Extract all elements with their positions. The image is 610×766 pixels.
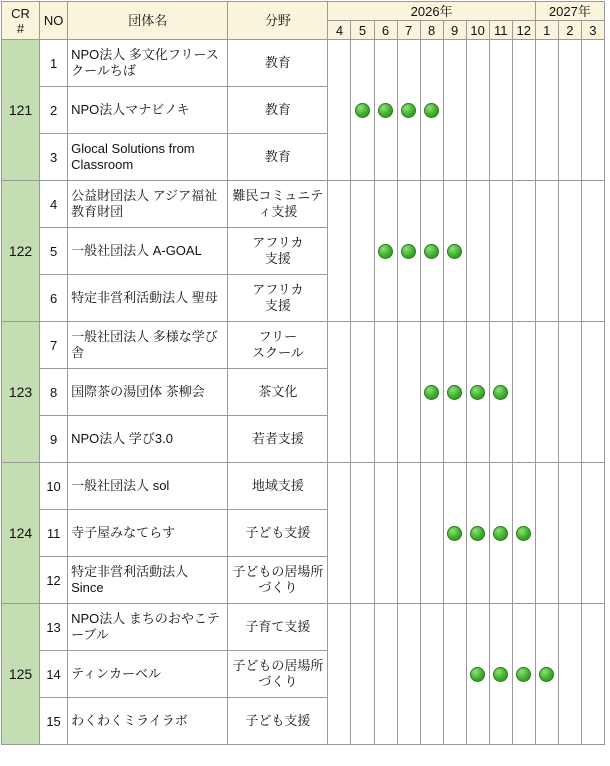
month-header: 7: [397, 21, 420, 40]
month-cell: [443, 87, 466, 134]
month-cell: [374, 604, 397, 651]
month-cell: [351, 510, 374, 557]
month-cell: [535, 228, 558, 275]
month-cell: [397, 87, 420, 134]
org-name-cell: NPO法人 まちのおやこテーブル: [68, 604, 228, 651]
month-header: 12: [512, 21, 535, 40]
green-circle-marker-icon: [424, 244, 439, 259]
month-cell: [328, 463, 351, 510]
month-cell: [581, 228, 604, 275]
month-cell: [397, 463, 420, 510]
table-row: [2, 651, 605, 698]
month-cell: [535, 87, 558, 134]
month-cell: [328, 651, 351, 698]
table-row: [2, 181, 605, 228]
month-cell: [489, 87, 512, 134]
month-cell: [466, 40, 489, 87]
header-year-2026: 2026年: [328, 2, 535, 21]
month-cell: [328, 416, 351, 463]
table-row: [2, 416, 605, 463]
month-cell: [351, 369, 374, 416]
month-header: 8: [420, 21, 443, 40]
month-cell: [581, 510, 604, 557]
month-cell: [397, 181, 420, 228]
month-cell: [535, 416, 558, 463]
month-cell: [397, 40, 420, 87]
no-cell: 3: [40, 134, 68, 181]
month-cell: [512, 369, 535, 416]
month-cell: [581, 557, 604, 604]
month-cell: [581, 463, 604, 510]
month-cell: [351, 651, 374, 698]
month-cell: [420, 181, 443, 228]
table-row: [2, 322, 605, 369]
month-cell: [512, 87, 535, 134]
month-cell: [558, 181, 581, 228]
month-cell: [328, 275, 351, 322]
field-cell: 子ども支援: [228, 698, 328, 745]
field-cell: 子どもの居場所 づくり: [228, 651, 328, 698]
month-cell: [535, 181, 558, 228]
month-cell: [374, 651, 397, 698]
month-cell: [374, 510, 397, 557]
month-cell: [489, 275, 512, 322]
month-cell: [489, 604, 512, 651]
month-cell: [489, 134, 512, 181]
month-cell: [420, 416, 443, 463]
month-cell: [512, 416, 535, 463]
cr-cell: 121: [2, 40, 40, 181]
month-cell: [351, 40, 374, 87]
month-cell: [489, 510, 512, 557]
month-cell: [489, 416, 512, 463]
table-header: [2, 2, 605, 40]
month-cell: [489, 228, 512, 275]
month-cell: [558, 463, 581, 510]
month-cell: [581, 87, 604, 134]
month-cell: [535, 134, 558, 181]
month-cell: [535, 604, 558, 651]
month-cell: [374, 87, 397, 134]
month-cell: [443, 134, 466, 181]
month-cell: [535, 463, 558, 510]
month-cell: [512, 322, 535, 369]
month-header: 11: [489, 21, 512, 40]
month-cell: [581, 416, 604, 463]
green-circle-marker-icon: [493, 526, 508, 541]
month-header: 9: [443, 21, 466, 40]
green-circle-marker-icon: [447, 244, 462, 259]
month-cell: [512, 228, 535, 275]
field-cell: 地域支援: [228, 463, 328, 510]
field-cell: 教育: [228, 134, 328, 181]
no-cell: 10: [40, 463, 68, 510]
month-cell: [328, 228, 351, 275]
month-cell: [374, 134, 397, 181]
month-cell: [443, 275, 466, 322]
header-name: 団体名: [68, 2, 228, 40]
month-cell: [558, 369, 581, 416]
green-circle-marker-icon: [493, 385, 508, 400]
month-cell: [558, 604, 581, 651]
month-cell: [535, 369, 558, 416]
month-cell: [581, 651, 604, 698]
month-cell: [581, 134, 604, 181]
month-cell: [397, 369, 420, 416]
org-name-cell: 一般社団法人 多様な学び舎: [68, 322, 228, 369]
schedule-table: [1, 1, 605, 745]
org-name-cell: 国際茶の湯団体 茶柳会: [68, 369, 228, 416]
table-body: [2, 40, 605, 745]
month-cell: [535, 557, 558, 604]
month-cell: [558, 134, 581, 181]
field-cell: 教育: [228, 40, 328, 87]
month-cell: [420, 87, 443, 134]
month-cell: [535, 698, 558, 745]
green-circle-marker-icon: [470, 667, 485, 682]
month-cell: [512, 134, 535, 181]
no-cell: 12: [40, 557, 68, 604]
month-cell: [558, 557, 581, 604]
month-cell: [466, 557, 489, 604]
month-cell: [351, 87, 374, 134]
month-cell: [558, 40, 581, 87]
green-circle-marker-icon: [447, 385, 462, 400]
month-cell: [466, 463, 489, 510]
cr-cell: 122: [2, 181, 40, 322]
month-cell: [397, 557, 420, 604]
month-cell: [581, 604, 604, 651]
no-cell: 5: [40, 228, 68, 275]
month-cell: [397, 322, 420, 369]
month-cell: [466, 228, 489, 275]
month-header: 5: [351, 21, 374, 40]
green-circle-marker-icon: [355, 103, 370, 118]
org-name-cell: Glocal Solutions from Classroom: [68, 134, 228, 181]
month-cell: [443, 463, 466, 510]
month-cell: [374, 322, 397, 369]
field-cell: 子ども支援: [228, 510, 328, 557]
field-cell: 子どもの居場所 づくり: [228, 557, 328, 604]
month-cell: [489, 40, 512, 87]
month-cell: [512, 463, 535, 510]
org-name-cell: NPO法人 学び3.0: [68, 416, 228, 463]
month-cell: [466, 322, 489, 369]
no-cell: 7: [40, 322, 68, 369]
month-header: 10: [466, 21, 489, 40]
header-year-2027: 2027年: [535, 2, 604, 21]
month-cell: [328, 181, 351, 228]
month-cell: [443, 416, 466, 463]
month-cell: [558, 228, 581, 275]
field-cell: 難民コミュニティ支援: [228, 181, 328, 228]
month-cell: [374, 181, 397, 228]
month-cell: [558, 275, 581, 322]
month-cell: [328, 557, 351, 604]
month-cell: [489, 181, 512, 228]
month-cell: [374, 463, 397, 510]
month-cell: [489, 369, 512, 416]
month-cell: [489, 322, 512, 369]
month-cell: [443, 181, 466, 228]
field-cell: 子育て支援: [228, 604, 328, 651]
cr-cell: 123: [2, 322, 40, 463]
month-cell: [581, 322, 604, 369]
month-cell: [420, 604, 443, 651]
no-cell: 4: [40, 181, 68, 228]
month-cell: [581, 181, 604, 228]
month-cell: [466, 181, 489, 228]
month-cell: [466, 698, 489, 745]
month-cell: [443, 40, 466, 87]
month-cell: [420, 134, 443, 181]
month-cell: [351, 463, 374, 510]
month-header: 2: [558, 21, 581, 40]
month-cell: [535, 322, 558, 369]
month-cell: [397, 416, 420, 463]
month-cell: [420, 40, 443, 87]
month-cell: [351, 416, 374, 463]
month-header: 3: [581, 21, 604, 40]
month-cell: [328, 604, 351, 651]
no-cell: 1: [40, 40, 68, 87]
table-row: [2, 40, 605, 87]
month-cell: [443, 369, 466, 416]
org-name-cell: 一般社団法人 sol: [68, 463, 228, 510]
green-circle-marker-icon: [424, 103, 439, 118]
org-name-cell: 寺子屋みなてらす: [68, 510, 228, 557]
table-row: [2, 557, 605, 604]
org-name-cell: ティンカーベル: [68, 651, 228, 698]
month-cell: [512, 651, 535, 698]
month-cell: [328, 698, 351, 745]
month-cell: [512, 275, 535, 322]
month-cell: [489, 557, 512, 604]
month-cell: [328, 510, 351, 557]
header-cr: CR #: [2, 2, 40, 40]
month-cell: [351, 698, 374, 745]
month-cell: [443, 557, 466, 604]
month-cell: [351, 557, 374, 604]
month-cell: [351, 134, 374, 181]
month-cell: [397, 134, 420, 181]
month-cell: [420, 510, 443, 557]
org-name-cell: わくわくミライラボ: [68, 698, 228, 745]
month-cell: [443, 228, 466, 275]
cr-cell: 124: [2, 463, 40, 604]
green-circle-marker-icon: [378, 103, 393, 118]
month-cell: [351, 322, 374, 369]
month-cell: [466, 604, 489, 651]
month-cell: [581, 369, 604, 416]
month-cell: [397, 698, 420, 745]
month-cell: [397, 275, 420, 322]
month-cell: [397, 510, 420, 557]
field-cell: アフリカ 支援: [228, 275, 328, 322]
month-cell: [512, 698, 535, 745]
no-cell: 15: [40, 698, 68, 745]
month-header: 4: [328, 21, 351, 40]
green-circle-marker-icon: [539, 667, 554, 682]
month-cell: [466, 87, 489, 134]
green-circle-marker-icon: [401, 244, 416, 259]
month-cell: [420, 698, 443, 745]
cr-cell: 125: [2, 604, 40, 745]
month-cell: [374, 40, 397, 87]
month-cell: [420, 228, 443, 275]
month-cell: [535, 40, 558, 87]
month-cell: [351, 228, 374, 275]
month-cell: [466, 416, 489, 463]
no-cell: 9: [40, 416, 68, 463]
month-cell: [558, 416, 581, 463]
month-cell: [328, 87, 351, 134]
month-cell: [397, 604, 420, 651]
month-cell: [374, 228, 397, 275]
green-circle-marker-icon: [401, 103, 416, 118]
month-cell: [466, 134, 489, 181]
no-cell: 11: [40, 510, 68, 557]
month-cell: [466, 651, 489, 698]
month-cell: [374, 369, 397, 416]
month-cell: [512, 181, 535, 228]
month-cell: [443, 698, 466, 745]
org-name-cell: 特定非営利活動法人 Since: [68, 557, 228, 604]
no-cell: 6: [40, 275, 68, 322]
month-cell: [374, 416, 397, 463]
month-cell: [351, 181, 374, 228]
table-row: [2, 698, 605, 745]
field-cell: アフリカ 支援: [228, 228, 328, 275]
green-circle-marker-icon: [447, 526, 462, 541]
month-cell: [558, 510, 581, 557]
green-circle-marker-icon: [516, 526, 531, 541]
month-cell: [489, 698, 512, 745]
field-cell: 若者支援: [228, 416, 328, 463]
org-name-cell: NPO法人 多文化フリースクールちば: [68, 40, 228, 87]
month-header: 6: [374, 21, 397, 40]
month-cell: [374, 275, 397, 322]
org-name-cell: NPO法人マナビノキ: [68, 87, 228, 134]
month-cell: [374, 557, 397, 604]
table-row: [2, 275, 605, 322]
field-cell: 教育: [228, 87, 328, 134]
table-row: [2, 369, 605, 416]
month-cell: [420, 322, 443, 369]
green-circle-marker-icon: [378, 244, 393, 259]
month-cell: [558, 322, 581, 369]
month-cell: [397, 651, 420, 698]
month-cell: [466, 510, 489, 557]
field-cell: フリー スクール: [228, 322, 328, 369]
table-row: [2, 510, 605, 557]
month-cell: [374, 698, 397, 745]
table-row: [2, 134, 605, 181]
month-cell: [328, 134, 351, 181]
month-cell: [328, 40, 351, 87]
org-name-cell: 一般社団法人 A-GOAL: [68, 228, 228, 275]
month-cell: [443, 604, 466, 651]
month-cell: [420, 651, 443, 698]
org-name-cell: 公益財団法人 アジア福祉教育財団: [68, 181, 228, 228]
green-circle-marker-icon: [470, 385, 485, 400]
month-cell: [535, 275, 558, 322]
month-cell: [558, 87, 581, 134]
month-cell: [397, 228, 420, 275]
month-cell: [581, 40, 604, 87]
month-cell: [512, 604, 535, 651]
month-cell: [466, 275, 489, 322]
table-row: [2, 87, 605, 134]
month-cell: [420, 275, 443, 322]
month-cell: [420, 369, 443, 416]
month-cell: [535, 510, 558, 557]
no-cell: 14: [40, 651, 68, 698]
green-circle-marker-icon: [424, 385, 439, 400]
month-cell: [581, 698, 604, 745]
no-cell: 8: [40, 369, 68, 416]
table-row: [2, 463, 605, 510]
month-cell: [420, 463, 443, 510]
field-cell: 茶文化: [228, 369, 328, 416]
month-cell: [420, 557, 443, 604]
month-cell: [512, 40, 535, 87]
month-cell: [443, 322, 466, 369]
table-row: [2, 228, 605, 275]
green-circle-marker-icon: [493, 667, 508, 682]
month-cell: [558, 698, 581, 745]
green-circle-marker-icon: [470, 526, 485, 541]
month-cell: [512, 557, 535, 604]
month-cell: [443, 510, 466, 557]
month-cell: [443, 651, 466, 698]
header-field: 分野: [228, 2, 328, 40]
month-cell: [466, 369, 489, 416]
table-row: [2, 604, 605, 651]
month-cell: [351, 604, 374, 651]
month-cell: [558, 651, 581, 698]
header-no: NO: [40, 2, 68, 40]
month-cell: [351, 275, 374, 322]
month-cell: [512, 510, 535, 557]
no-cell: 13: [40, 604, 68, 651]
month-cell: [328, 369, 351, 416]
month-cell: [489, 463, 512, 510]
green-circle-marker-icon: [516, 667, 531, 682]
no-cell: 2: [40, 87, 68, 134]
month-cell: [535, 651, 558, 698]
month-header: 1: [535, 21, 558, 40]
month-cell: [581, 275, 604, 322]
month-cell: [328, 322, 351, 369]
month-cell: [489, 651, 512, 698]
org-name-cell: 特定非営利活動法人 聖母: [68, 275, 228, 322]
